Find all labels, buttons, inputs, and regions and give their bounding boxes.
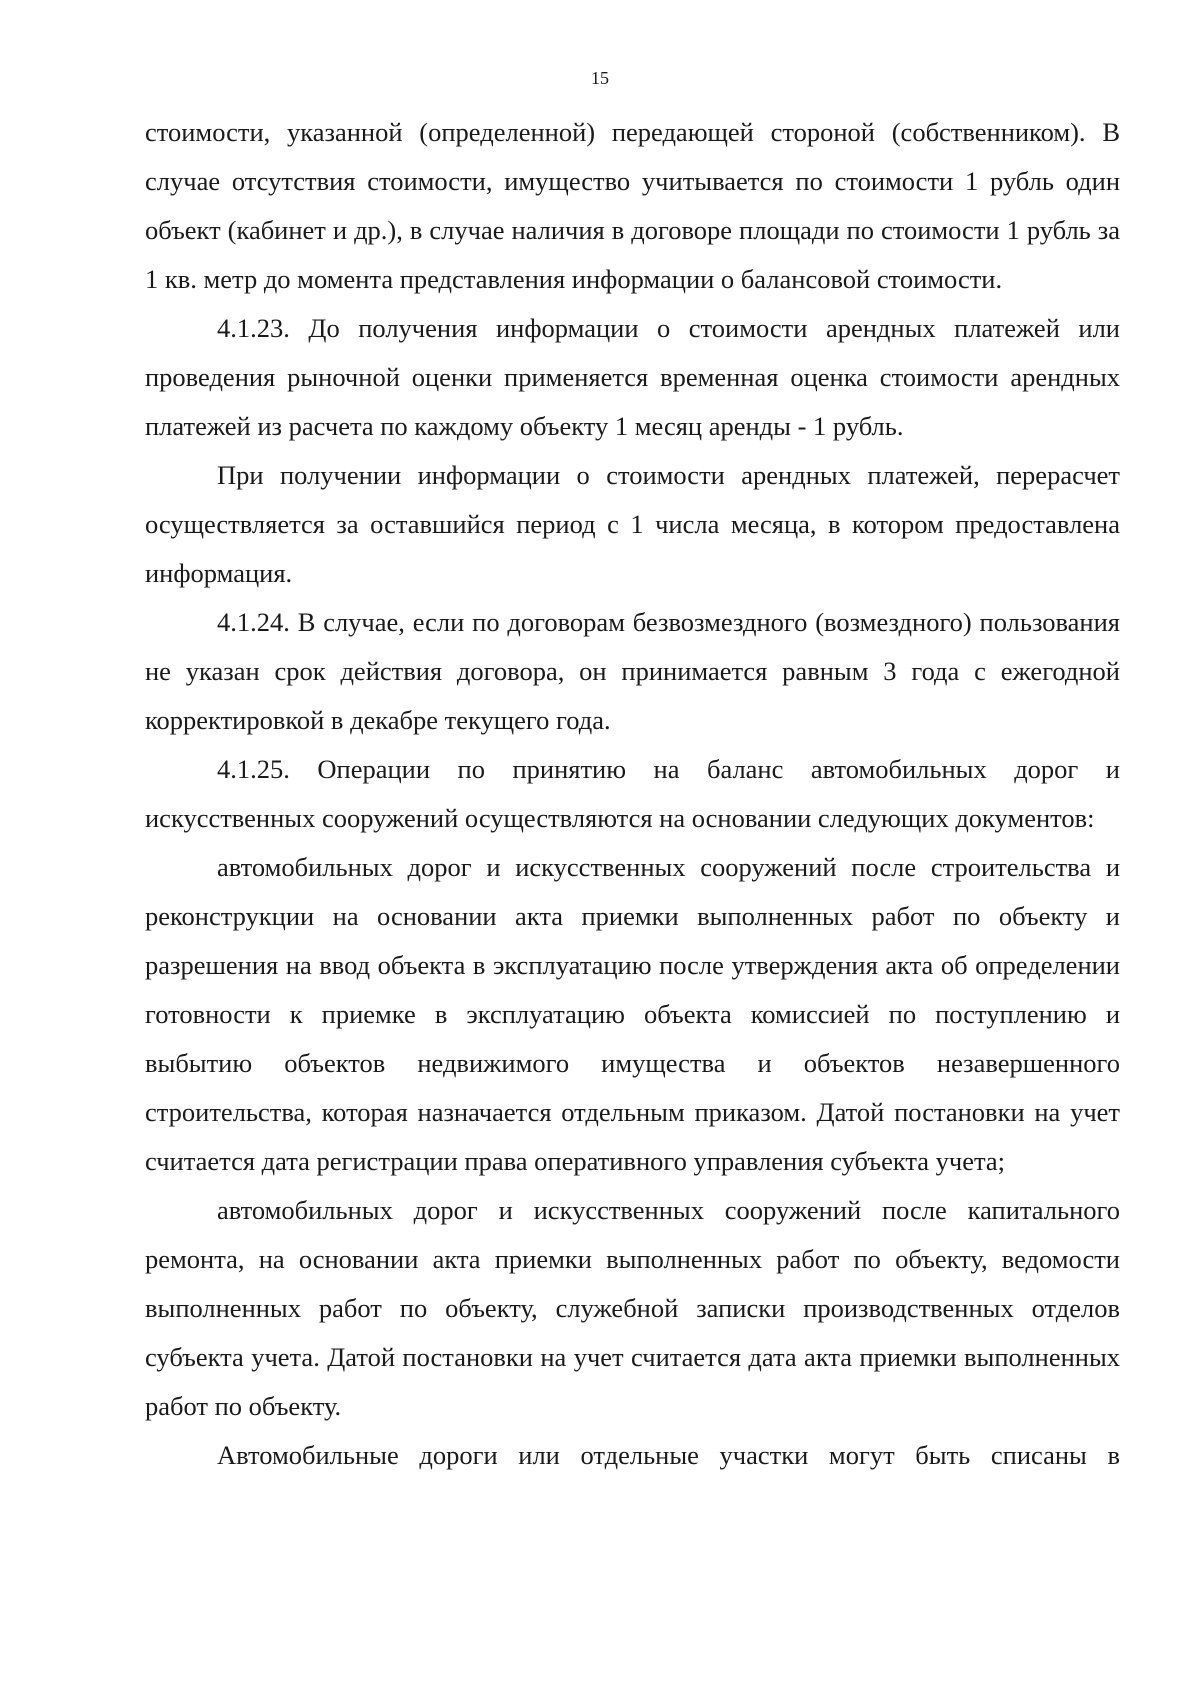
paragraph-continuation: стоимости, указанной (определенной) передающей стороной (собственником). В случае отсутствия стоимости, имущество учитывается по стоимости 1 рубль один объект (кабинет и др.), в случае наличия в договоре площади по стоимости 1 рубль за 1 кв. метр до момента представления информации о балансовой стоимости. xyxy=(145,117,1120,294)
paragraph-after-repair: автомобильных дорог и искусственных сооружений после капитального ремонта, на основании акта приемки выполненных работ по объекту, ведомости выполненных работ по объекту, служебной записки производственных отделов субъекта учета. Датой постановки на учет считается дата акта приемки выполненных работ по объекту. xyxy=(145,1195,1120,1421)
paragraph-4-1-23: 4.1.23. До получения информации о стоимости арендных платежей или проведения рыночной оценки применяется временная оценка стоимости арендных платежей из расчета по каждому объекту 1 месяц аренды - 1 рубль. xyxy=(145,313,1120,441)
paragraph-write-off: Автомобильные дороги или отдельные участки могут быть списаны в xyxy=(217,1440,1120,1470)
paragraph-4-1-25: 4.1.25. Операции по принятию на баланс автомобильных дорог и искусственных сооружений осуществляются на основании следующих документов: xyxy=(145,754,1120,833)
paragraph-after-construction: автомобильных дорог и искусственных сооружений после строительства и реконструкции на основании акта приемки выполненных работ по объекту и разрешения на ввод объекта в эксплуатацию после утверждения акта об определении готовности к приемке в эксплуатацию объекта комиссией по поступлению и выбытию объектов недвижимого имущества и объектов незавершенного строительства, которая назначается отдельным приказом. Датой постановки на учет считается дата регистрации права оперативного управления субъекта учета; xyxy=(145,852,1120,1176)
paragraph-recalculation: При получении информации о стоимости арендных платежей, перерасчет осуществляется за оставшийся период с 1 числа месяца, в котором предоставлена информация. xyxy=(145,460,1120,588)
document-body xyxy=(145,108,1120,1480)
paragraph-4-1-24: 4.1.24. В случае, если по договорам безвозмездного (возмездного) пользования не указан срок действия договора, он принимается равным 3 года с ежегодной корректировкой в декабре текущего года. xyxy=(145,607,1120,735)
page-number: 15 xyxy=(591,68,609,88)
